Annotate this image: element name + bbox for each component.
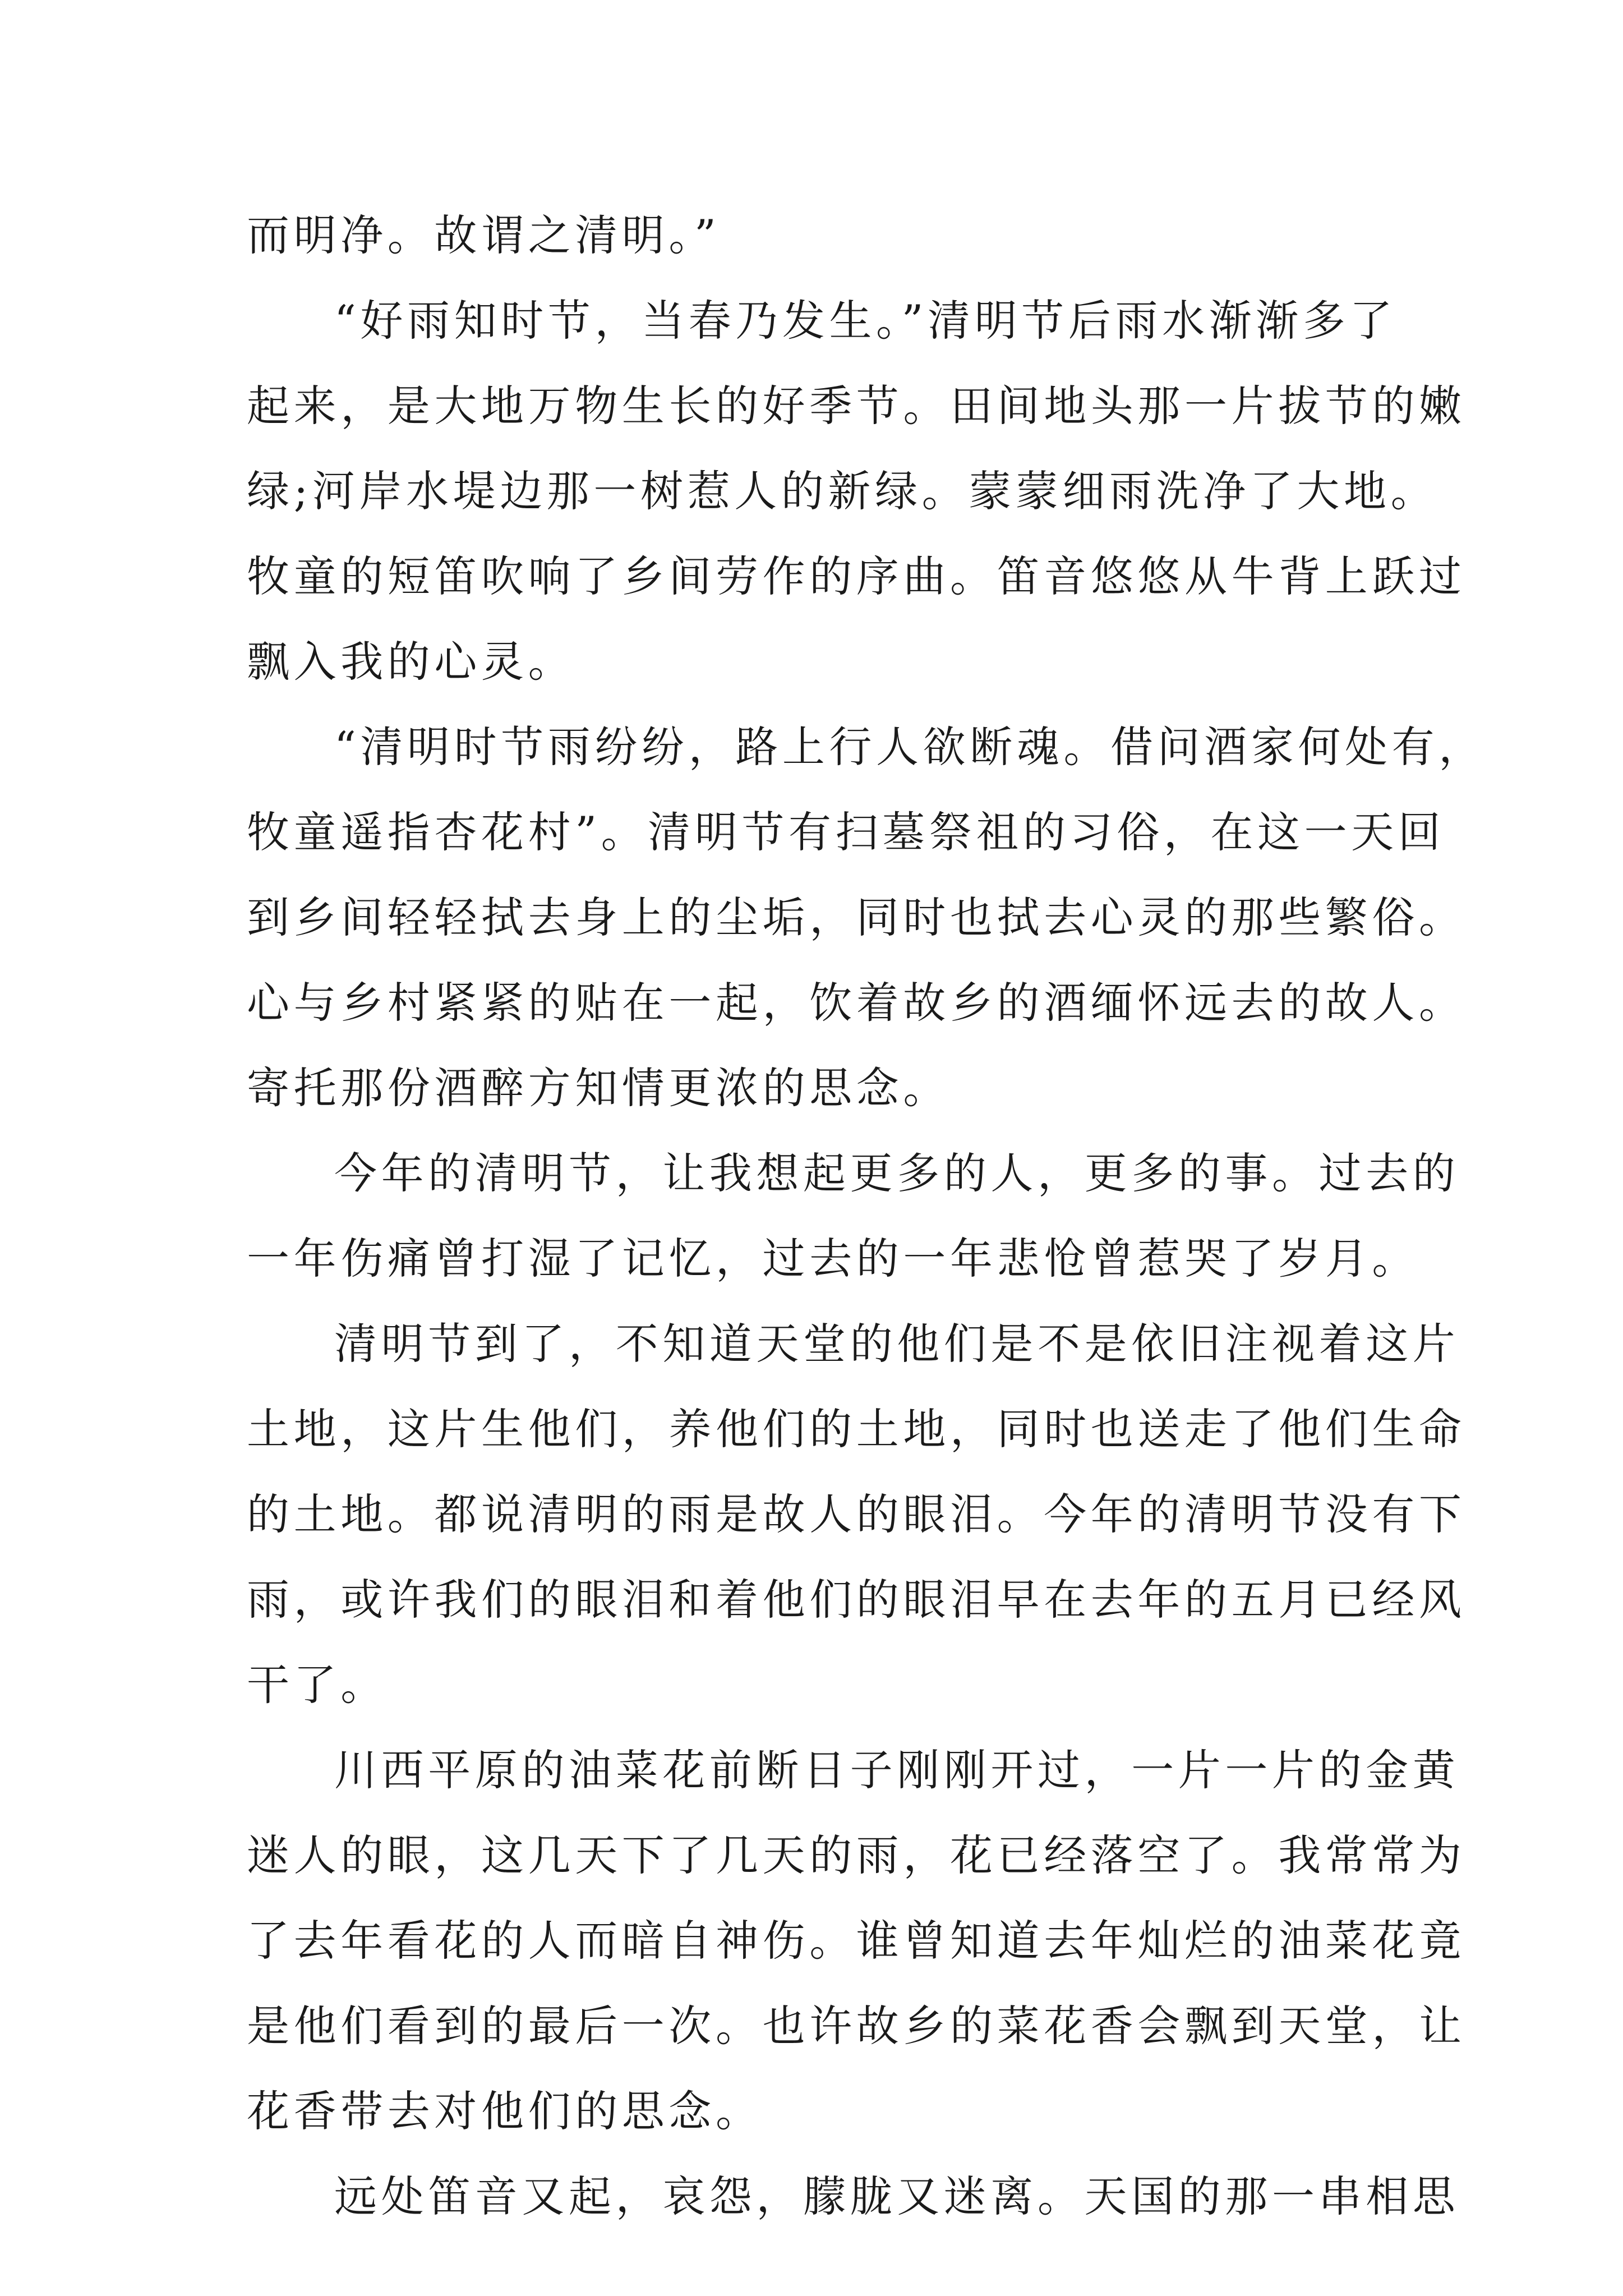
text-line: 到乡间轻轻拭去身上的尘垢，同时也拭去心灵的那些繁俗。 xyxy=(247,892,1466,942)
text-line: 绿;河岸水堤边那一树惹人的新绿。蒙蒙细雨洗净了大地。 xyxy=(247,466,1438,516)
text-line: 牧童的短笛吹响了乡间劳作的序曲。笛音悠悠从牛背上跃过 xyxy=(247,551,1466,601)
paragraph-first-line: 清明节到了，不知道天堂的他们是不是依旧注视着这片 xyxy=(334,1319,1460,1369)
text-line: 一年伤痛曾打湿了记忆，过去的一年悲怆曾惹哭了岁月。 xyxy=(247,1234,1419,1283)
text-line: 土地，这片生他们，养他们的土地，同时也送走了他们生命 xyxy=(247,1404,1466,1454)
text-line: 了去年看花的人而暗自神伤。谁曾知道去年灿烂的油菜花竟 xyxy=(247,1916,1466,1966)
text-line: 起来，是大地万物生长的好季节。田间地头那一片拔节的嫩 xyxy=(247,381,1466,431)
text-line: 迷人的眼，这几天下了几天的雨，花已经落空了。我常常为 xyxy=(247,1830,1466,1880)
paragraph-first-line: 远处笛音又起，哀怨，朦胧又迷离。天国的那一串相思 xyxy=(334,2171,1460,2221)
text-line: 而明净。故谓之清明。” xyxy=(247,210,721,260)
paragraph-first-line: 川西平原的油菜花前断日子刚刚开过，一片一片的金黄 xyxy=(334,1745,1460,1795)
text-line: 飘入我的心灵。 xyxy=(247,637,575,687)
text-line: 花香带去对他们的思念。 xyxy=(247,2086,763,2136)
text-line: 雨，或许我们的眼泪和着他们的眼泪早在去年的五月已经风 xyxy=(247,1575,1466,1625)
paragraph-first-line: “好雨知时节，当春乃发生。”清明节后雨水渐渐多了 xyxy=(334,296,1397,346)
paragraph-first-line: “清明时节雨纷纷，路上行人欲断魂。借问酒家何处有， xyxy=(334,722,1486,772)
text-line: 是他们看到的最后一次。也许故乡的菜花香会飘到天堂，让 xyxy=(247,2001,1466,2051)
text-line: 寄托那份酒醉方知情更浓的思念。 xyxy=(247,1063,950,1113)
text-line: 心与乡村紧紧的贴在一起，饮着故乡的酒缅怀远去的故人。 xyxy=(247,978,1466,1028)
text-line: 牧童遥指杏花村”。清明节有扫墓祭祖的习俗，在这一天回 xyxy=(247,807,1445,857)
paragraph-first-line: 今年的清明节，让我想起更多的人，更多的事。过去的 xyxy=(334,1148,1460,1198)
text-line: 的土地。都说清明的雨是故人的眼泪。今年的清明节没有下 xyxy=(247,1489,1466,1539)
text-line: 干了。 xyxy=(247,1660,388,1710)
